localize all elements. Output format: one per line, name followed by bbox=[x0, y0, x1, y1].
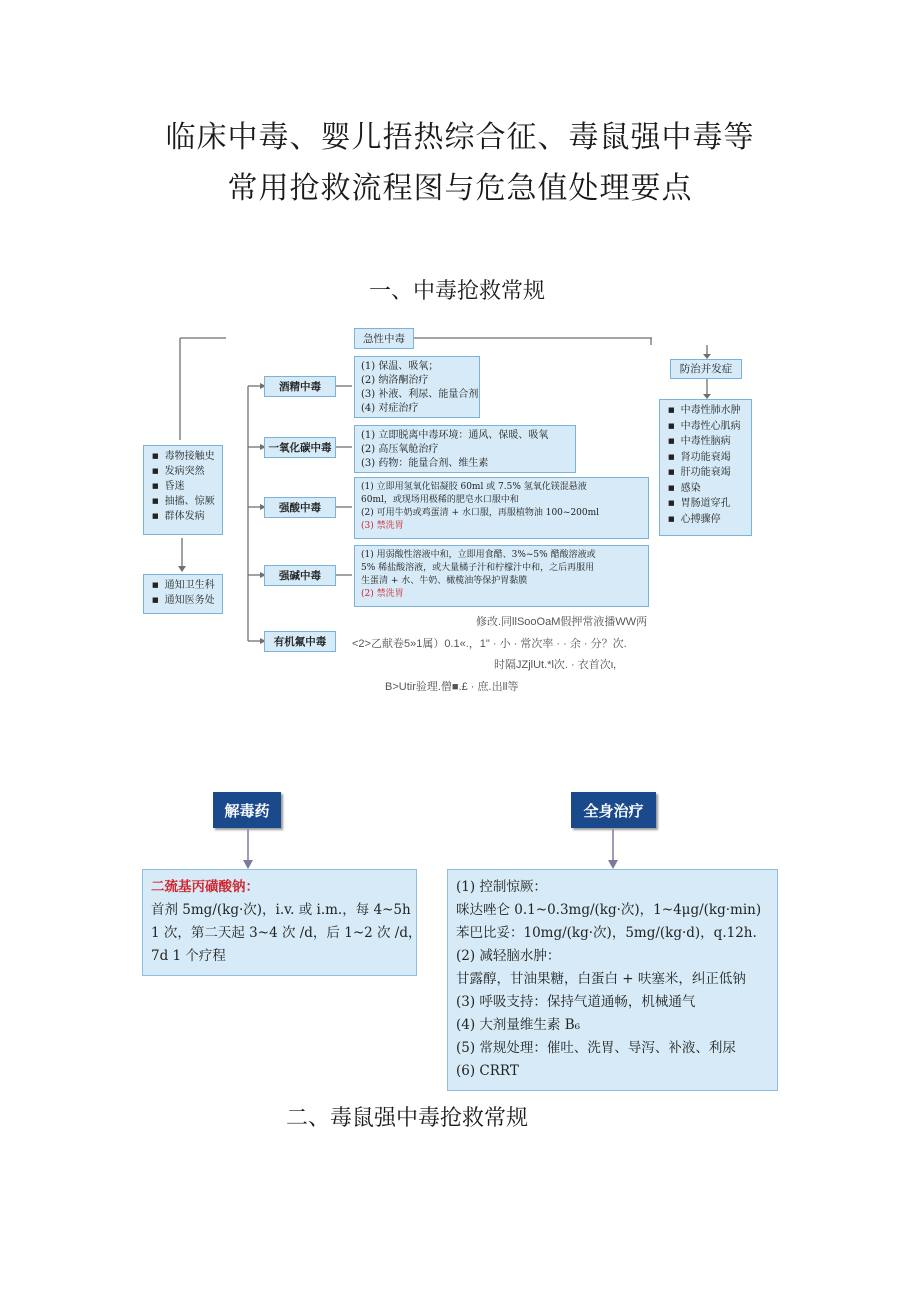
garbled-text-line: 修改.同llSooOaM假押常液播WW两 bbox=[476, 616, 648, 628]
treatment-line: (1) 用弱酸性溶液中和，立即用食醋、3%~5% 醋酸溶液或 bbox=[361, 550, 596, 560]
type-label-text: 有机氟中毒 bbox=[273, 635, 327, 648]
complication-item: ■ 中毒性心肌病 bbox=[668, 419, 747, 435]
type-label-text: 强碱中毒 bbox=[279, 569, 321, 582]
page-title-line-1: 临床中毒、婴儿捂热综合征、毒鼠强中毒等 bbox=[165, 120, 755, 155]
type-label-text: 强酸中毒 bbox=[279, 501, 321, 514]
systemic-line: 咪达唑仑 0.1~0.3mg/(kg·次)，1~4μg/(kg·min) bbox=[456, 902, 762, 918]
antidote-line: 7d 1 个疗程 bbox=[151, 948, 226, 964]
section-heading-2: 二、毒鼠强中毒抢救常规 bbox=[286, 1106, 529, 1131]
history-item: ■ 抽搐、惊厥 bbox=[152, 494, 218, 509]
complication-item: ■ 感染 bbox=[668, 481, 747, 497]
antidote-line: 1 次，第二天起 3~4 次 /d，后 1~2 次 /d， bbox=[151, 925, 422, 941]
page-title-line-2: 常用抢救流程图与危急值处理要点 bbox=[227, 171, 693, 206]
antidote-drug: 二巯基丙磺酸钠： bbox=[151, 879, 259, 895]
treatment-line: (3) 药物：能量合剂、维生素 bbox=[361, 458, 489, 469]
type-label-text: 一氧化碳中毒 bbox=[268, 441, 332, 454]
systemic-line: 苯巴比妥：10mg/(kg·次)，5mg/(kg·d)，q.12h. bbox=[456, 925, 757, 941]
complication-item: ■ 胃肠道穿孔 bbox=[668, 496, 747, 512]
systemic-line: (5) 常规处理：催吐、洗胃、导泻、补液、利尿 bbox=[456, 1040, 736, 1056]
treatment-line: (1) 立即用氢氧化铝凝胶 60ml 或 7.5% 氢氧化镁混悬液 bbox=[361, 482, 587, 492]
systemic-line: (2) 减轻脑水肿： bbox=[456, 948, 561, 964]
history-item: ■ 群体发病 bbox=[152, 509, 218, 524]
systemic-line: (4) 大剂量维生素 B₆ bbox=[456, 1017, 581, 1033]
antidote-header bbox=[213, 792, 281, 828]
treatment-line: (1) 保温、吸氧； bbox=[361, 361, 439, 372]
antidote-line: 首剂 5mg/(kg·次)，i.v. 或 i.m.，每 4~5h bbox=[151, 902, 411, 918]
treatment-warning: (3) 禁洗胃 bbox=[361, 521, 404, 531]
complication-item: ■ 心搏骤停 bbox=[668, 512, 747, 528]
systemic-line: (6) CRRT bbox=[456, 1063, 519, 1079]
garbled-text-line: <2>乙献卷5»1属）0.1«.，1" · 小 · 常次率 · · 余 · 分？次. bbox=[352, 638, 627, 650]
acute-poisoning-label: 急性中毒 bbox=[363, 332, 405, 345]
treatment-line: (2) 可用牛奶或鸡蛋清 + 水口服，再服植物油 100~200ml bbox=[361, 508, 600, 518]
treatment-line: 5% 稀盐酸溶液，或大量橘子汁和柠檬汁中和，之后再服用 bbox=[361, 563, 595, 573]
complications-title: 防治并发症 bbox=[679, 363, 733, 375]
treatment-line: (3) 补液、利尿、能量合剂 bbox=[361, 389, 479, 400]
notify-item: ■ 通知卫生科 bbox=[152, 578, 218, 593]
systemic-header-text: 全身治疗 bbox=[583, 801, 644, 820]
treatment-line: (2) 纳洛酮治疗 bbox=[361, 375, 429, 386]
systemic-header bbox=[571, 792, 656, 828]
history-item: ■ 毒物接触史 bbox=[152, 449, 218, 464]
systemic-line: (3) 呼吸支持：保持气道通畅，机械通气 bbox=[456, 994, 696, 1010]
garbled-text-line: B>Utir验理.僧■.£ · 庶.出ll等 bbox=[385, 681, 519, 693]
notify-item: ■ 通知医务处 bbox=[152, 593, 218, 608]
complication-item: ■ 中毒性脑病 bbox=[668, 434, 747, 450]
systemic-line: (1) 控制惊厥： bbox=[456, 879, 547, 895]
complication-item: ■ 中毒性肺水肿 bbox=[668, 403, 747, 419]
garbled-text-line: 时隔JZjlUt.*l次. · 衣首次ι, bbox=[494, 659, 617, 671]
treatment-line: (1) 立即脱离中毒环境：通风、保暖、吸氧 bbox=[361, 430, 549, 441]
antidote-box bbox=[142, 869, 422, 976]
history-item: ■ 发病突然 bbox=[152, 464, 218, 479]
treatment-line: 生蛋清 + 水、牛奶、橄榄油等保护胃黏膜 bbox=[361, 576, 528, 586]
section-heading-1: 一、中毒抢救常规 bbox=[369, 279, 546, 304]
treatment-line: (4) 对症治疗 bbox=[361, 403, 419, 414]
complication-item: ■ 肝功能衰竭 bbox=[668, 465, 747, 481]
antidote-header-text: 解毒药 bbox=[224, 801, 270, 820]
complication-item: ■ 肾功能衰竭 bbox=[668, 450, 747, 466]
treatment-warning: (2) 禁洗胃 bbox=[361, 589, 404, 599]
treatment-line: (2) 高压氧舱治疗 bbox=[361, 444, 439, 455]
systemic-line: 甘露醇，甘油果糖，白蛋白 + 呋塞米，纠正低钠 bbox=[456, 971, 746, 987]
systemic-box bbox=[447, 869, 778, 1091]
treatment-line: 60ml，或现场用极稀的肥皂水口服中和 bbox=[361, 495, 519, 505]
type-label-text: 酒精中毒 bbox=[279, 380, 321, 393]
history-item: ■ 昏迷 bbox=[152, 479, 218, 494]
